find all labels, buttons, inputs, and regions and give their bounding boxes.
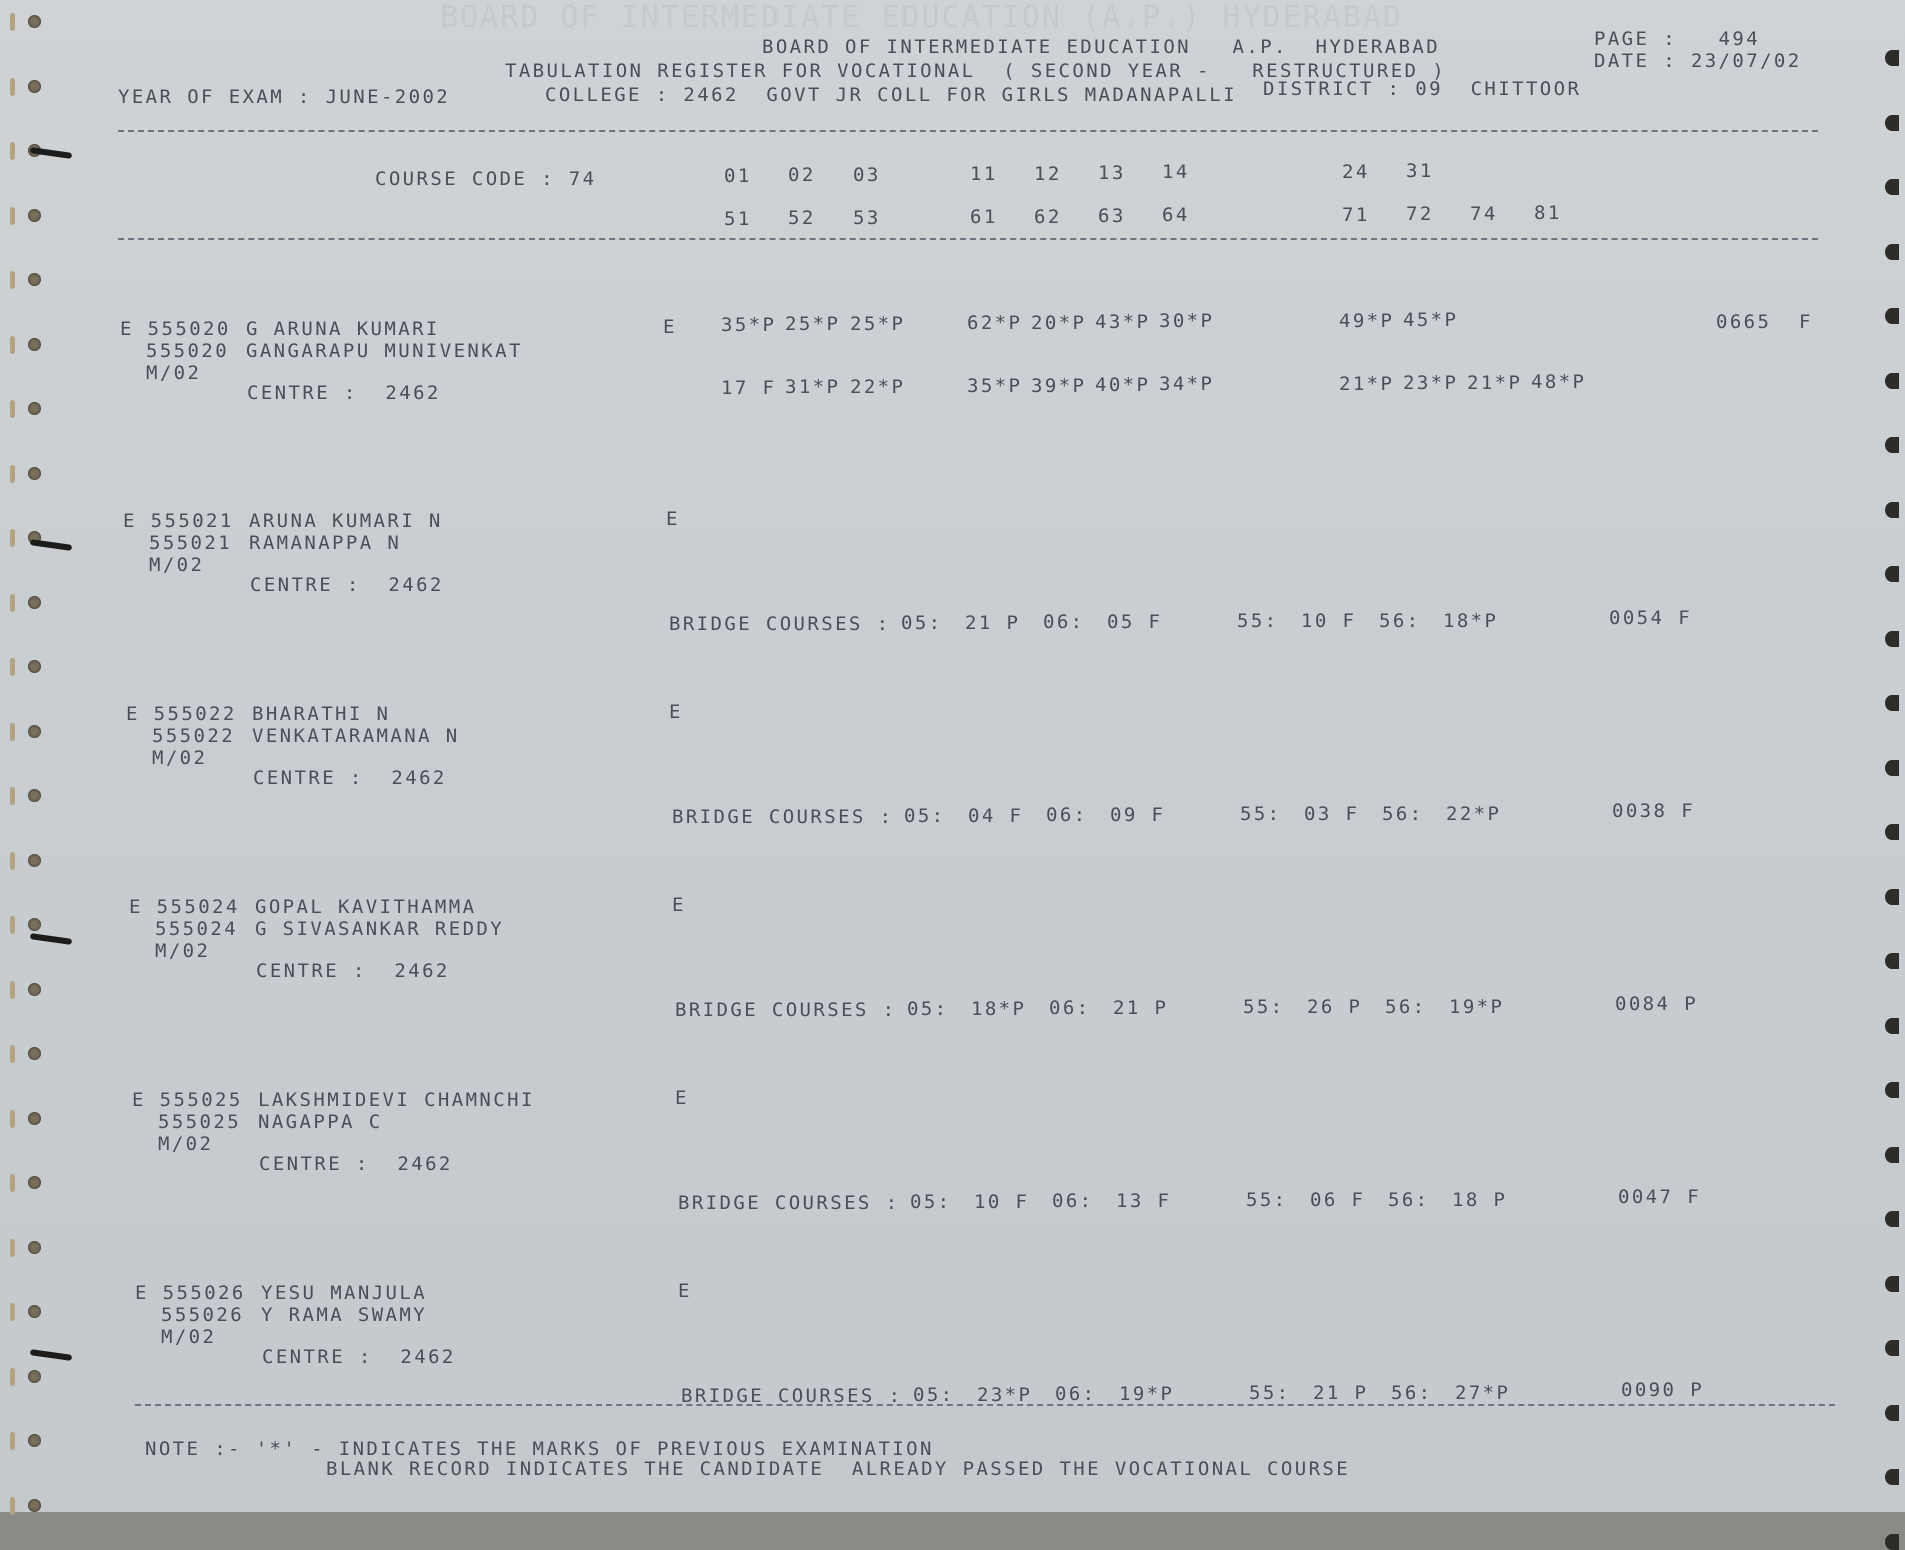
parent-name: G SIVASANKAR REDDY	[255, 918, 505, 940]
bridge-course-mark: 04 F	[968, 805, 1024, 827]
student-name: YESU MANJULA	[261, 1282, 428, 1304]
margin-hole	[10, 1432, 15, 1450]
page-number: PAGE : 494	[1594, 28, 1761, 50]
note-line-2: BLANK RECORD INDICATES THE CANDIDATE ALREADY PASSED THE VOCATIONAL COURSE	[326, 1458, 1351, 1480]
hall-ticket-number: E 555025	[132, 1089, 243, 1111]
subject-mark: 20*P	[1031, 311, 1087, 334]
bridge-course-code: 05:	[913, 1384, 955, 1406]
course-subject-code: 31	[1406, 160, 1434, 183]
subject-mark: 23*P	[1403, 372, 1459, 395]
subject-mark: 25*P	[785, 313, 841, 336]
bridge-total-result: 0090 P	[1621, 1379, 1705, 1401]
course-subject-code: 64	[1162, 204, 1190, 227]
feed-hole	[28, 1176, 41, 1189]
course-subject-code: 11	[970, 163, 998, 186]
parent-name: RAMANAPPA N	[249, 532, 402, 554]
bridge-course-code: 05:	[907, 998, 949, 1020]
parent-name: GANGARAPU MUNIVENKAT	[246, 340, 523, 362]
hall-ticket-number: E 555026	[135, 1282, 246, 1304]
subject-mark: 25*P	[850, 312, 906, 335]
bridge-course-code: 55:	[1246, 1189, 1288, 1211]
bridge-course-mark: 27*P	[1455, 1382, 1511, 1404]
course-subject-code: 72	[1406, 203, 1434, 226]
bridge-course-mark: 26 P	[1307, 996, 1363, 1018]
bridge-course-mark: 03 F	[1304, 803, 1360, 825]
subject-mark: 31*P	[785, 376, 841, 399]
right-feed-hole	[1885, 824, 1899, 840]
bridge-course-mark: 19*P	[1449, 996, 1505, 1018]
exam-centre: CENTRE : 2462	[253, 767, 447, 789]
bridge-course-code: 05:	[910, 1191, 952, 1213]
margin-hole	[10, 465, 15, 483]
feed-hole	[28, 15, 41, 28]
subject-mark: 35*P	[967, 375, 1023, 398]
bridge-course-code: 56:	[1382, 803, 1424, 825]
student-name: ARUNA KUMARI N	[249, 510, 443, 532]
right-feed-hole	[1885, 1211, 1899, 1227]
feed-hole	[28, 402, 41, 415]
medium-code: E	[663, 316, 677, 338]
exam-centre: CENTRE : 2462	[256, 960, 450, 982]
right-feed-hole	[1885, 760, 1899, 776]
hall-ticket-number-repeat: 555022	[152, 725, 236, 747]
header-rule	[118, 130, 1818, 132]
subject-mark: 21*P	[1339, 372, 1395, 395]
candidate-category: M/02	[149, 554, 205, 576]
feed-hole	[28, 725, 41, 738]
margin-hole	[10, 1239, 15, 1257]
bridge-total-result: 0038 F	[1612, 800, 1696, 822]
bridge-courses-label: BRIDGE COURSES :	[672, 806, 894, 828]
course-subject-code: 13	[1098, 162, 1126, 184]
right-feed-hole	[1885, 566, 1899, 582]
right-feed-hole	[1885, 1405, 1899, 1421]
course-rule	[118, 238, 1818, 240]
right-feed-hole	[1885, 308, 1899, 324]
parent-name: VENKATARAMANA N	[252, 725, 460, 747]
margin-hole	[10, 1174, 15, 1192]
course-subject-code: 52	[788, 207, 816, 230]
bridge-course-code: 56:	[1379, 610, 1421, 632]
bridge-course-code: 06:	[1046, 804, 1088, 826]
bridge-total-result: 0054 F	[1609, 607, 1693, 629]
candidate-category: M/02	[152, 747, 208, 769]
exam-centre: CENTRE : 2462	[262, 1346, 456, 1368]
right-feed-hole	[1885, 1018, 1899, 1034]
bridge-courses-label: BRIDGE COURSES :	[675, 999, 897, 1021]
feed-hole	[28, 983, 41, 996]
binding-clip	[30, 147, 72, 159]
candidate-category: M/02	[146, 362, 202, 384]
right-feed-hole	[1885, 1534, 1899, 1550]
bridge-course-code: 56:	[1388, 1189, 1430, 1211]
right-feed-hole	[1885, 695, 1899, 711]
course-subject-code: 51	[724, 208, 752, 230]
margin-hole	[10, 207, 15, 225]
course-subject-code: 62	[1034, 205, 1062, 228]
exam-centre: CENTRE : 2462	[250, 574, 444, 596]
subject-mark: 30*P	[1159, 310, 1215, 333]
medium-code: E	[675, 1087, 689, 1109]
binding-clip	[30, 1349, 72, 1361]
bleed-through-text: BOARD OF INTERMEDIATE EDUCATION (A.P.) HYDERABAD	[440, 0, 1403, 35]
right-feed-hole	[1885, 1276, 1899, 1292]
year-of-exam: YEAR OF EXAM : JUNE-2002	[118, 86, 451, 108]
subject-mark: 17 F	[721, 377, 777, 399]
bridge-course-code: 55:	[1243, 996, 1285, 1018]
right-feed-hole	[1885, 1147, 1899, 1163]
margin-hole	[10, 142, 15, 160]
course-subject-code: 61	[970, 206, 998, 229]
right-feed-hole	[1885, 373, 1899, 389]
right-feed-hole	[1885, 953, 1899, 969]
subject-mark: 40*P	[1095, 374, 1151, 396]
bridge-courses-label: BRIDGE COURSES :	[681, 1385, 903, 1407]
bridge-course-mark: 18*P	[971, 998, 1027, 1020]
hall-ticket-number: E 555022	[126, 703, 237, 725]
bridge-course-mark: 23*P	[977, 1384, 1033, 1406]
subject-mark: 49*P	[1339, 309, 1395, 332]
bridge-course-code: 56:	[1385, 996, 1427, 1018]
student-name: BHARATHI N	[252, 703, 391, 725]
register-title: TABULATION REGISTER FOR VOCATIONAL ( SECOND YEAR - RESTRUCTURED )	[505, 60, 1447, 82]
hall-ticket-number: E 555024	[129, 896, 240, 918]
bridge-course-code: 05:	[904, 805, 946, 827]
right-feed-hole	[1885, 1340, 1899, 1356]
medium-code: E	[678, 1280, 692, 1302]
candidate-category: M/02	[161, 1326, 217, 1348]
bridge-course-mark: 18*P	[1443, 610, 1499, 632]
bridge-course-code: 05:	[901, 612, 943, 634]
right-feed-hole	[1885, 502, 1899, 518]
binding-clip	[30, 933, 72, 945]
hall-ticket-number-repeat: 555026	[161, 1304, 245, 1326]
right-feed-hole	[1885, 631, 1899, 647]
hall-ticket-number: E 555021	[123, 510, 234, 532]
feed-hole	[28, 660, 41, 673]
parent-name: Y RAMA SWAMY	[261, 1304, 428, 1326]
course-subject-code: 74	[1470, 202, 1498, 225]
feed-hole	[28, 1370, 41, 1383]
margin-hole	[10, 529, 15, 547]
bridge-total-result: 0047 F	[1618, 1186, 1702, 1208]
feed-hole	[28, 1241, 41, 1254]
bridge-course-mark: 10 F	[1301, 610, 1357, 632]
feed-hole	[28, 1434, 41, 1447]
bridge-course-mark: 21 P	[1113, 997, 1169, 1019]
margin-hole	[10, 852, 15, 870]
feed-hole	[28, 467, 41, 480]
feed-hole	[28, 80, 41, 93]
board-title: BOARD OF INTERMEDIATE EDUCATION A.P. HYDERABAD	[762, 36, 1441, 58]
right-feed-hole	[1885, 244, 1899, 260]
bridge-course-code: 06:	[1055, 1383, 1097, 1405]
bridge-course-mark: 06 F	[1310, 1189, 1366, 1211]
college-info: COLLEGE : 2462 GOVT JR COLL FOR GIRLS MADANAPALLI	[545, 84, 1237, 106]
district-info: DISTRICT : 09 CHITTOOR	[1263, 78, 1582, 100]
subject-mark: 62*P	[967, 312, 1023, 335]
medium-code: E	[672, 894, 686, 916]
feed-hole	[28, 1112, 41, 1125]
feed-hole	[28, 918, 41, 931]
bridge-courses-label: BRIDGE COURSES :	[669, 613, 891, 635]
bridge-courses-label: BRIDGE COURSES :	[678, 1192, 900, 1214]
subject-mark: 48*P	[1531, 371, 1587, 393]
right-feed-hole	[1885, 179, 1899, 195]
medium-code: E	[666, 508, 680, 530]
course-subject-code: 63	[1098, 205, 1126, 227]
margin-hole	[10, 1368, 15, 1386]
subject-mark: 45*P	[1403, 309, 1459, 332]
margin-hole	[10, 787, 15, 805]
bridge-course-mark: 22*P	[1446, 803, 1502, 825]
grand-total-result: 0665 F	[1716, 311, 1813, 333]
course-subject-code: 14	[1162, 161, 1190, 184]
print-date: DATE : 23/07/02	[1594, 50, 1802, 72]
bridge-course-mark: 13 F	[1116, 1190, 1172, 1212]
feed-hole	[28, 789, 41, 802]
bridge-course-mark: 18 P	[1452, 1189, 1508, 1211]
right-feed-hole	[1885, 1082, 1899, 1098]
feed-hole	[28, 273, 41, 286]
bridge-course-code: 06:	[1043, 611, 1085, 633]
medium-code: E	[669, 701, 683, 723]
right-feed-hole	[1885, 50, 1899, 66]
exam-centre: CENTRE : 2462	[247, 382, 441, 404]
subject-mark: 34*P	[1159, 373, 1215, 396]
student-name: LAKSHMIDEVI CHAMNCHI	[258, 1089, 535, 1111]
feed-hole	[28, 854, 41, 867]
student-name: GOPAL KAVITHAMMA	[255, 896, 477, 918]
student-name: G ARUNA KUMARI	[246, 318, 440, 340]
bridge-course-mark: 19*P	[1119, 1383, 1175, 1405]
course-subject-code: 81	[1534, 202, 1562, 224]
parent-name: NAGAPPA C	[258, 1111, 383, 1133]
hall-ticket-number: E 555020	[120, 318, 231, 340]
bridge-course-code: 06:	[1052, 1190, 1094, 1212]
right-feed-hole	[1885, 889, 1899, 905]
right-feed-hole	[1885, 115, 1899, 131]
bridge-course-mark: 05 F	[1107, 611, 1163, 633]
course-subject-code: 53	[853, 206, 881, 229]
candidate-category: M/02	[155, 940, 211, 962]
hall-ticket-number-repeat: 555021	[149, 532, 233, 554]
subject-mark: 43*P	[1095, 311, 1151, 333]
margin-hole	[10, 271, 15, 289]
feed-hole	[28, 596, 41, 609]
subject-mark: 22*P	[850, 375, 906, 398]
binding-clip	[30, 539, 72, 551]
bridge-course-mark: 21 P	[965, 612, 1021, 634]
margin-hole	[10, 13, 15, 31]
course-subject-code: 71	[1342, 203, 1370, 226]
right-feed-hole	[1885, 1469, 1899, 1485]
course-subject-code: 02	[788, 164, 816, 187]
margin-hole	[10, 1045, 15, 1063]
bridge-course-mark: 09 F	[1110, 804, 1166, 826]
footer-rule	[135, 1404, 1835, 1406]
course-subject-code: 24	[1342, 160, 1370, 183]
feed-hole	[28, 209, 41, 222]
bridge-course-code: 55:	[1249, 1382, 1291, 1404]
note-line-1: NOTE :- '*' - INDICATES THE MARKS OF PREVIOUS EXAMINATION	[145, 1438, 934, 1460]
bridge-course-code: 55:	[1237, 610, 1279, 632]
margin-hole	[10, 336, 15, 354]
bridge-course-code: 55:	[1240, 803, 1282, 825]
bridge-course-mark: 21 P	[1313, 1382, 1369, 1404]
candidate-category: M/02	[158, 1133, 214, 1155]
margin-hole	[10, 400, 15, 418]
margin-hole	[10, 723, 15, 741]
bridge-course-code: 06:	[1049, 997, 1091, 1019]
course-subject-code: 01	[724, 165, 752, 187]
hall-ticket-number-repeat: 555020	[146, 340, 230, 362]
feed-hole	[28, 1305, 41, 1318]
course-code: COURSE CODE : 74	[375, 168, 597, 190]
feed-hole	[28, 1499, 41, 1512]
hall-ticket-number-repeat: 555025	[158, 1111, 242, 1133]
margin-hole	[10, 658, 15, 676]
hall-ticket-number-repeat: 555024	[155, 918, 239, 940]
margin-hole	[10, 594, 15, 612]
margin-hole	[10, 981, 15, 999]
margin-hole	[10, 916, 15, 934]
margin-hole	[10, 1303, 15, 1321]
subject-mark: 35*P	[721, 314, 777, 336]
right-feed-hole	[1885, 437, 1899, 453]
exam-centre: CENTRE : 2462	[259, 1153, 453, 1175]
subject-mark: 21*P	[1467, 371, 1523, 394]
margin-hole	[10, 1110, 15, 1128]
feed-hole	[28, 338, 41, 351]
course-subject-code: 12	[1034, 162, 1062, 185]
bridge-course-mark: 10 F	[974, 1191, 1030, 1213]
bridge-course-code: 56:	[1391, 1382, 1433, 1404]
bridge-total-result: 0084 P	[1615, 993, 1699, 1015]
course-subject-code: 03	[853, 163, 881, 186]
margin-hole	[10, 78, 15, 96]
subject-mark: 39*P	[1031, 374, 1087, 397]
feed-hole	[28, 1047, 41, 1060]
